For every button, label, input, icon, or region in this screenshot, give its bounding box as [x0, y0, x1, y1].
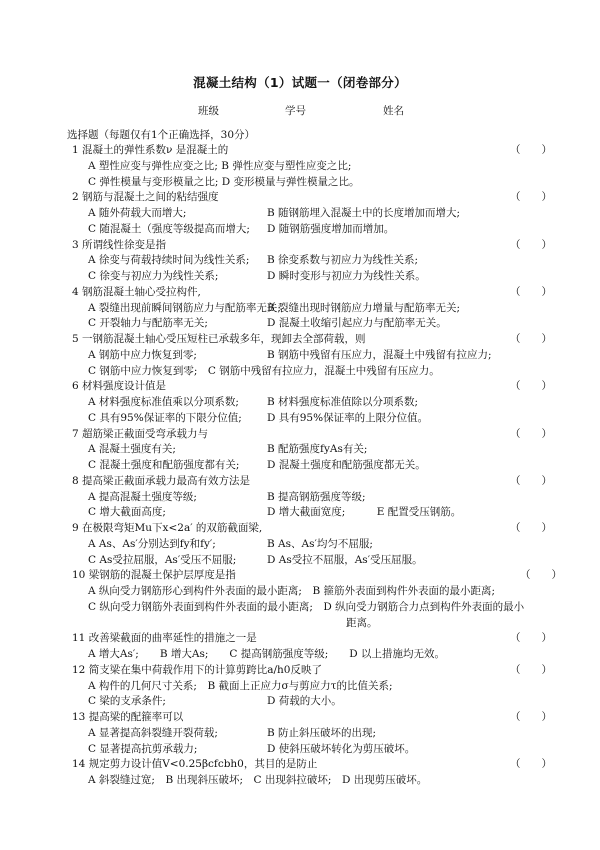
option-text: 距离。 — [346, 616, 378, 629]
option-text: B 钢筋中残留有压应力，混凝土中残留有拉应力; — [267, 348, 492, 361]
option-line — [72, 616, 540, 632]
option-line — [72, 395, 540, 411]
question-number: 9 — [72, 522, 79, 534]
answer-blank: （ ） — [510, 191, 552, 204]
option-text: A 提高混凝土强度等级; — [88, 490, 197, 503]
answer-blank: （ ） — [510, 474, 552, 487]
option-text: C As受拉屈服，As′受压不屈服; — [88, 553, 237, 566]
question-text: 在极限弯矩Mu下x<2a′ 的双筋截面梁, — [82, 522, 263, 534]
option-line — [72, 505, 540, 521]
question-text: 所谓线性徐变是指 — [82, 238, 167, 251]
option-text: B 材料强度标准值除以分项系数; — [267, 396, 419, 408]
page-title: 混凝土结构（1）试题一（闭卷部分） — [193, 75, 407, 90]
option-text: C 随混凝土（强度等级提高而增大; — [88, 222, 250, 235]
option-text: D 具有95%保证率的上限分位值。 — [267, 411, 429, 424]
student-id-label: 学号 — [285, 105, 306, 117]
option-line — [72, 742, 540, 758]
option-text: B 提高钢筋强度等级; — [267, 490, 366, 503]
option-line — [72, 316, 540, 332]
question-number: 8 — [72, 474, 79, 487]
option-text: C 弹性模量与变形模量之比; D 变形模量与弹性模量之比。 — [88, 175, 360, 188]
option-line — [72, 253, 540, 269]
answer-blank: （ ） — [510, 522, 552, 534]
question-text: 混凝土的弹性系数ν 是混凝土的 — [82, 144, 229, 156]
answer-blank: （ ） — [510, 758, 552, 771]
option-text: A 钢筋中应力恢复到零; — [88, 348, 197, 361]
question-number: 13 — [72, 711, 86, 723]
question-number: 11 — [72, 632, 86, 645]
question-text: 简支梁在集中荷载作用下的计算剪跨比a/h0反映了 — [88, 663, 322, 676]
option-text: A 斜裂缝过宽; B 出现斜压破坏; C 出现斜拉破坏; D 出现剪压破坏。 — [88, 774, 428, 786]
option-line — [72, 442, 540, 458]
option-text: D 随钢筋强度增加而增加。 — [267, 222, 395, 235]
option-text: A 材料强度标准值乘以分项系数; — [88, 396, 239, 408]
option-text: A 随外荷载大而增大; — [88, 207, 187, 219]
question-stem — [72, 631, 552, 647]
option-text: C 钢筋中应力恢复到零; C 钢筋中残留有拉应力，混凝土中残留有压应力。 — [88, 364, 440, 377]
option-text: C 显著提高抗剪承载力; — [88, 742, 198, 755]
question-item — [72, 568, 562, 631]
question-item — [72, 143, 552, 190]
option-line — [72, 679, 540, 695]
question-text: 提高梁的配箍率可以 — [88, 711, 184, 723]
option-line — [72, 301, 540, 317]
section-heading: 选择题（每题仅有1个正确选择，30分） — [67, 129, 256, 141]
question-text: 钢筋与混凝土之间的粘结强度 — [82, 191, 219, 204]
option-text: B As、As′均匀不屈服; — [267, 537, 373, 550]
question-number: 12 — [72, 663, 86, 676]
question-stem — [72, 379, 552, 395]
option-line — [72, 773, 540, 789]
option-line — [72, 269, 540, 285]
question-text: 梁钢筋的混凝土保护层厚度是指 — [88, 569, 236, 582]
answer-blank: （ ） — [510, 663, 552, 676]
option-text: A 增大As′; B 增大As; C 提高钢筋强度等级; D 以上措施均无效。 — [88, 648, 446, 660]
question-number: 7 — [72, 427, 79, 440]
question-number: 6 — [72, 380, 79, 393]
question-item — [72, 190, 552, 237]
option-line — [72, 364, 540, 380]
option-text: D 荷载的大小。 — [267, 695, 342, 708]
question-stem — [72, 238, 552, 254]
answer-blank: （ ） — [510, 238, 552, 251]
option-text: C 混凝土强度和配筋强度都有关; — [88, 459, 240, 471]
option-line — [72, 175, 540, 191]
question-stem — [72, 474, 552, 490]
question-text: 超筋梁正截面受弯承载力与 — [82, 427, 209, 440]
option-text: A As、As′分别达到fy和fy′; — [88, 537, 216, 550]
question-item — [72, 238, 552, 285]
question-stem — [72, 568, 562, 584]
option-text: A 显著提高斜裂缝开裂荷载; — [88, 726, 218, 739]
option-text: C 具有95%保证率的下限分位值; — [88, 411, 242, 424]
question-item — [72, 285, 552, 332]
option-text: B 配筋强度fyAs有关; — [267, 443, 368, 456]
question-text: 规定剪力设计值V<0.25βcfcbh0，其目的是防止 — [88, 758, 318, 771]
option-text: C 增大截面高度; — [88, 506, 166, 519]
question-text: 钢筋混凝土轴心受拉构件, — [82, 285, 201, 298]
question-number: 5 — [72, 333, 79, 345]
option-text: D 混凝土收缩引起应力与配筋率无关。 — [267, 317, 447, 330]
option-text: D As受拉不屈服，As′受压屈服。 — [267, 553, 423, 566]
option-text: C 开裂轴力与配筋率无关; — [88, 317, 208, 330]
question-item — [72, 474, 552, 521]
question-item — [72, 427, 552, 474]
answer-blank: （ ） — [510, 285, 552, 298]
answer-blank: （ ） — [520, 569, 562, 582]
name-label: 姓名 — [383, 105, 404, 117]
question-stem — [72, 285, 552, 301]
question-stem — [72, 427, 552, 443]
answer-blank: （ ） — [510, 380, 552, 393]
option-text: D 混凝土强度和配筋强度都无关。 — [267, 459, 426, 471]
option-line — [72, 553, 540, 569]
option-text: C 纵向受力钢筋外表面到构件外表面的最小距离; D 纵向受力钢筋合力点到构件外表面的最小 — [88, 600, 525, 613]
option-text: C 徐变与初应力为线性关系; — [88, 270, 219, 282]
option-line — [72, 490, 540, 506]
question-number: 4 — [72, 285, 79, 298]
option-text: A 裂缝出现前瞬间钢筋应力与配筋率无关; — [88, 301, 281, 314]
option-line — [72, 537, 540, 553]
question-text: 提高梁正截面承载力最高有效方法是 — [82, 474, 251, 487]
question-stem — [72, 663, 552, 679]
option-text: D 增大截面宽度; E 配置受压钢筋。 — [267, 506, 462, 519]
option-text: B 徐变系数与初应力为线性关系; — [267, 254, 419, 267]
option-text: A 塑性应变与弹性应变之比; B 弹性应变与塑性应变之比; — [88, 159, 352, 172]
question-text: 改善梁截面的曲率延性的措施之一是 — [88, 632, 257, 645]
question-stem — [72, 332, 552, 348]
question-item — [72, 521, 552, 568]
question-item — [72, 631, 552, 663]
option-line — [72, 206, 540, 222]
option-text: A 混凝土强度有关; — [88, 443, 176, 456]
question-text: 材料强度设计值是 — [82, 380, 167, 393]
question-number: 1 — [72, 144, 79, 156]
question-item — [72, 663, 552, 710]
option-text: A 纵向受力钢筋形心到构件外表面的最小距离; B 箍筋外表面到构件外表面的最小距离; — [88, 585, 496, 597]
answer-blank: （ ） — [510, 144, 552, 156]
question-stem — [72, 757, 552, 773]
question-number: 14 — [72, 758, 86, 771]
option-text: B 随钢筋埋入混凝土中的长度增加而增大; — [267, 207, 461, 219]
question-item — [72, 379, 552, 426]
class-label: 班级 — [198, 105, 219, 117]
option-text: B 裂缝出现时钢筋应力增量与配筋率无关; — [267, 301, 461, 314]
option-line — [72, 726, 540, 742]
option-line — [72, 647, 540, 663]
option-text: A 构件的几何尺寸关系; B 截面上正应力σ与剪应力τ的比值关系; — [88, 679, 393, 692]
option-text: B 防止斜压破坏的出现; — [267, 726, 377, 739]
option-text: C 梁的支承条件; — [88, 695, 166, 708]
question-text: 一钢筋混凝土轴心受压短柱已承载多年，现卸去全部荷载，则 — [82, 333, 366, 345]
option-line — [72, 348, 540, 364]
question-stem — [72, 710, 552, 726]
answer-blank: （ ） — [510, 333, 552, 345]
question-stem — [72, 190, 552, 206]
answer-blank: （ ） — [510, 711, 552, 723]
question-stem — [72, 521, 552, 537]
answer-blank: （ ） — [510, 632, 552, 645]
question-item — [72, 332, 552, 379]
option-line — [72, 458, 540, 474]
option-line — [72, 159, 540, 175]
question-stem — [72, 143, 552, 159]
question-item — [72, 710, 552, 757]
question-number: 10 — [72, 569, 86, 582]
option-text: D 使斜压破坏转化为剪压破坏。 — [267, 742, 416, 755]
question-number: 2 — [72, 191, 79, 204]
option-line — [72, 600, 540, 616]
answer-blank: （ ） — [510, 427, 552, 440]
option-text: D 瞬时变形与初应力为线性关系。 — [267, 270, 426, 282]
option-line — [72, 411, 540, 427]
option-text: A 徐变与荷载持续时间为线性关系; — [88, 254, 250, 267]
question-number: 3 — [72, 238, 79, 251]
question-list — [72, 143, 562, 789]
option-line — [72, 694, 540, 710]
question-item — [72, 757, 552, 789]
option-line — [72, 584, 540, 600]
option-line — [72, 222, 540, 238]
